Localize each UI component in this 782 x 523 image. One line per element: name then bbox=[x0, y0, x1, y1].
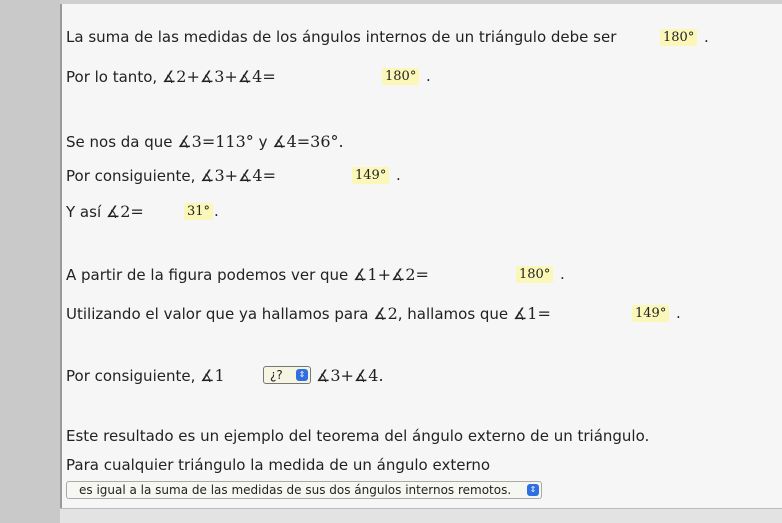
answer-angles-34: 149° bbox=[352, 167, 389, 184]
period: . bbox=[396, 166, 401, 184]
chevron-up-down-icon: ⇕ bbox=[527, 484, 539, 496]
period: . bbox=[676, 304, 681, 322]
consequently-label: Por consiguiente, bbox=[66, 167, 196, 185]
period: . bbox=[426, 67, 431, 85]
period: . bbox=[214, 202, 219, 220]
bottom-bar bbox=[60, 508, 782, 523]
therefore-label: Por lo tanto, bbox=[66, 68, 158, 86]
answer-angles-12: 180° bbox=[516, 266, 553, 283]
angles-234-expression: ∡2+∡3+∡4= bbox=[161, 67, 276, 86]
sum-interior-angles-text: La suma de las medidas de los ángulos internos de un triángulo debe ser bbox=[66, 28, 617, 46]
answer-sum-total: 180° bbox=[660, 29, 697, 46]
therefore-line bbox=[66, 67, 276, 86]
we-find-label: , hallamos que bbox=[397, 305, 509, 323]
angle-1-expression: ∡1= bbox=[512, 304, 551, 323]
given-line bbox=[66, 132, 344, 151]
using-value-line bbox=[66, 304, 551, 323]
thus-label: Y así bbox=[66, 203, 102, 221]
figure-line bbox=[66, 265, 429, 284]
using-value-label: Utilizando el valor que ya hallamos para bbox=[66, 305, 369, 323]
thus-line bbox=[66, 202, 144, 221]
angle-1-symbol: ∡1 bbox=[200, 366, 225, 385]
answer-angles-234: 180° bbox=[382, 68, 419, 85]
statement-select-value: es igual a la suma de las medidas de sus dos ángulos internos remotos. bbox=[79, 483, 512, 497]
angles-12-expression: ∡1+∡2= bbox=[353, 265, 429, 284]
period: . bbox=[560, 265, 565, 283]
given-label: Se nos da que bbox=[66, 133, 173, 151]
relation-label: Por consiguiente, bbox=[66, 367, 196, 385]
relation-select-value: ¿? bbox=[270, 368, 283, 382]
panel-top-edge bbox=[60, 0, 782, 4]
period: . bbox=[704, 28, 709, 46]
angles-34-sum: ∡3+∡4. bbox=[316, 366, 384, 385]
relation-select[interactable] bbox=[263, 366, 311, 384]
chevron-up-down-icon: ⇕ bbox=[296, 369, 308, 381]
angle-2-expression: ∡2= bbox=[105, 202, 144, 221]
exterior-angle-text: Para cualquier triángulo la medida de un ángulo externo bbox=[66, 456, 491, 474]
figure-label: A partir de la figura podemos ver que bbox=[66, 266, 349, 284]
consequently-line bbox=[66, 166, 276, 185]
angle-3-value: ∡3=113° bbox=[177, 132, 254, 151]
answer-angle-2: 31° bbox=[184, 203, 213, 220]
angles-34-expression: ∡3+∡4= bbox=[200, 166, 276, 185]
theorem-text: Este resultado es un ejemplo del teorema del ángulo externo de un triángulo. bbox=[66, 427, 650, 445]
and-label: y bbox=[258, 133, 268, 151]
angle-4-value: ∡4=36°. bbox=[272, 132, 344, 151]
angle-2-symbol: ∡2 bbox=[373, 304, 398, 323]
relation-line bbox=[66, 366, 225, 385]
answer-angle-1: 149° bbox=[632, 305, 669, 322]
statement-select[interactable] bbox=[66, 481, 542, 499]
